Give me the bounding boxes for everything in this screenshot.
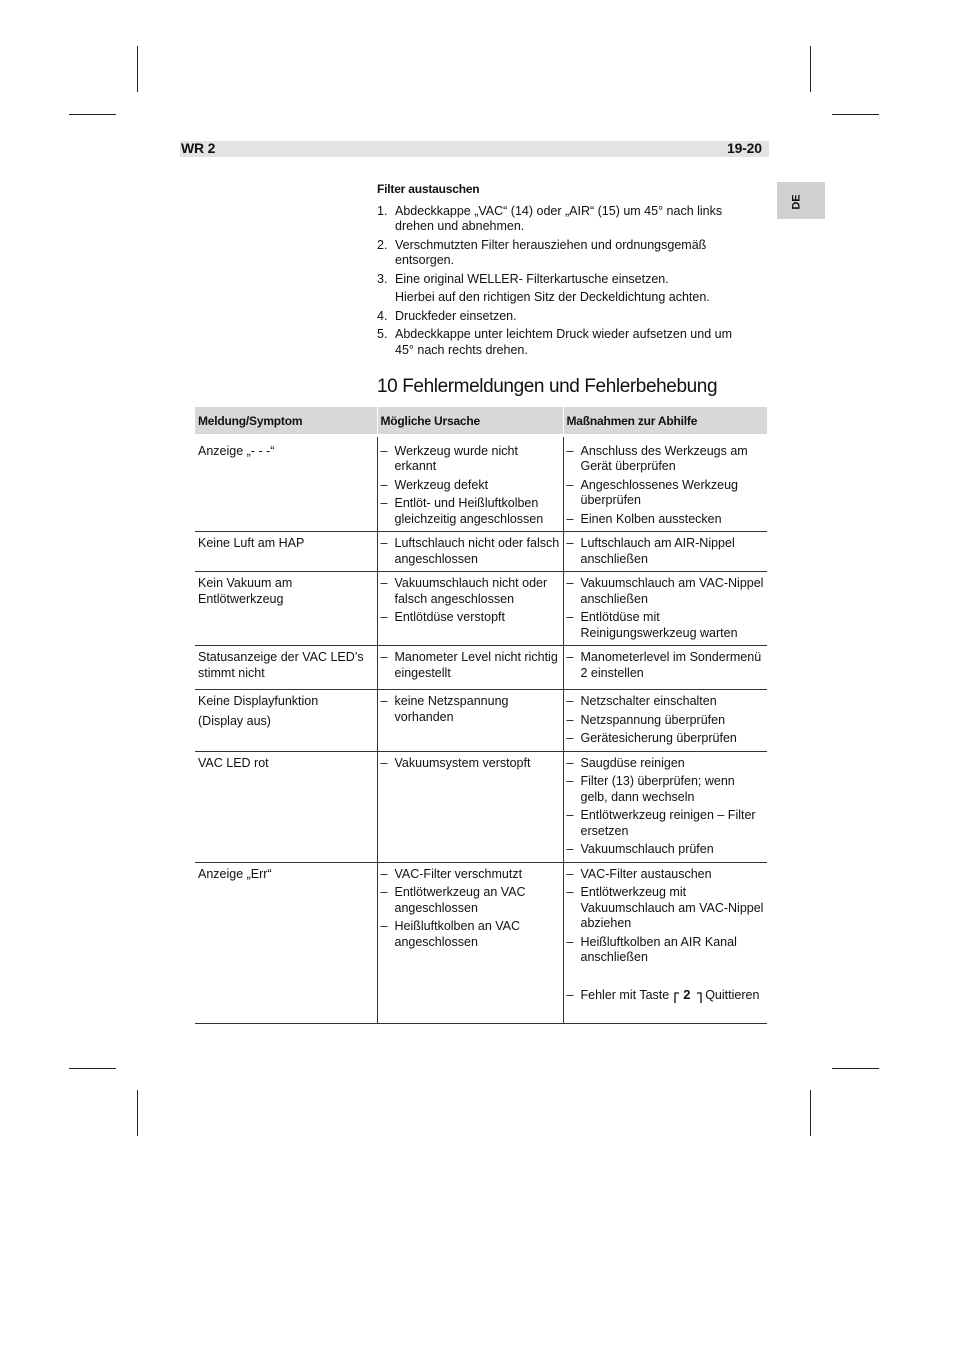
remedy-text-before: Fehler mit Taste (580, 987, 670, 1002)
filter-step-number: 2. (377, 237, 388, 252)
list-item-text: VAC-Filter austauschen (580, 866, 712, 881)
dash-bullet: – (566, 477, 574, 492)
list-item (567, 536, 765, 567)
list-item-text (581, 988, 765, 1004)
filter-step-text: Verschmutzten Filter herausziehen und ordnungsgemäß entsorgen. (395, 237, 707, 267)
crop-mark (832, 114, 879, 115)
symptom-cell (195, 862, 377, 1024)
key-2-icon (674, 986, 702, 1002)
symptom-cell (195, 572, 377, 646)
dash-bullet: – (566, 755, 574, 770)
list-item (381, 756, 560, 772)
dash-bullet: – (566, 576, 574, 590)
table-row (195, 862, 767, 1024)
list-item-text: Saugdüse reinigen (580, 755, 685, 770)
filter-step-number: 1. (377, 203, 388, 218)
list-item (381, 650, 560, 681)
list-item (567, 610, 765, 641)
list-item-text: Vakuumschlauch am VAC-Nippel anschließen (580, 576, 764, 606)
cause-cell (377, 435, 563, 532)
list-item (567, 694, 765, 710)
cause-cell (377, 751, 563, 862)
remedy-cell (563, 690, 767, 752)
list-item (567, 576, 765, 607)
list-item-text: Heißluftkolben an AIR Kanal anschließen (580, 934, 737, 964)
symptom-cell (195, 532, 377, 572)
list-item (567, 808, 765, 839)
filter-step-text: Abdeckkappe „VAC“ (14) oder „AIR“ (15) um 45° nach links drehen und abnehmen. (395, 203, 723, 233)
filter-step-number (377, 290, 395, 306)
symptom-cell (195, 435, 377, 532)
dash-bullet: – (566, 536, 574, 550)
header-page-number: 19-20 (727, 140, 762, 156)
symptom-text: Statusanzeige der VAC LED’s stimmt nicht (198, 650, 364, 680)
list-item-text: Entlötdüse mit Reinigungswerkzeug warten (580, 610, 738, 640)
list-item-text: Werkzeug defekt (394, 477, 489, 492)
list-item-text: Filter (13) überprüfen; wenn gelb, dann wechseln (580, 774, 735, 804)
key-label: 2 (683, 986, 691, 1002)
list-item (381, 536, 560, 567)
list-item (567, 935, 765, 966)
filter-step-number: 4. (377, 308, 388, 323)
dash-bullet: – (380, 536, 388, 550)
dash-bullet: – (566, 610, 574, 624)
dash-bullet: – (566, 443, 574, 458)
symptom-cell (195, 690, 377, 752)
symptom-text: Kein Vakuum am Entlötwerkzeug (198, 576, 293, 606)
list-item-text: Luftschlauch am AIR-Nippel anschließen (580, 536, 735, 566)
remedy-cell (563, 646, 767, 690)
remedy-text-after: Quittieren (705, 987, 760, 1002)
list-item-text: Netzspannung überprüfen (580, 712, 726, 727)
list-item (567, 842, 765, 858)
list-item (381, 885, 560, 916)
dash-bullet: – (380, 885, 388, 899)
list-item (567, 713, 765, 729)
dash-bullet: – (566, 650, 574, 664)
list-item-text: Vakuumschlauch prüfen (580, 842, 714, 856)
dash-bullet: – (566, 774, 574, 788)
symptom-text: Anzeige „- - -“ (198, 443, 275, 458)
header-model: WR 2 (181, 140, 216, 156)
remedy-cell (563, 751, 767, 862)
list-item (567, 512, 765, 528)
remedy-cell (563, 862, 767, 1024)
list-item (381, 919, 560, 950)
filter-steps (377, 204, 747, 359)
crop-mark (810, 46, 811, 92)
language-tab (777, 182, 825, 219)
dash-bullet: – (380, 610, 388, 624)
list-item (381, 496, 560, 527)
crop-mark (810, 1090, 811, 1136)
dash-bullet: – (566, 694, 574, 708)
list-item (567, 988, 765, 1004)
dash-bullet: – (380, 477, 388, 492)
list-item (567, 867, 765, 883)
cause-cell (377, 572, 563, 646)
table-row (195, 646, 767, 690)
symptom-text: (Display aus) (198, 713, 271, 728)
dash-bullet: – (380, 755, 388, 770)
filter-step (377, 327, 747, 358)
page-header-bar (180, 141, 769, 157)
cause-cell (377, 690, 563, 752)
list-item-text: Gerätesicherung überprüfen (580, 731, 737, 745)
crop-mark (69, 114, 116, 115)
dash-bullet: – (566, 934, 574, 949)
dash-bullet: – (380, 694, 388, 708)
list-item-text: Entlötwerkzeug reinigen – Filter ersetzen (580, 808, 756, 838)
list-item (567, 756, 765, 772)
remedy-cell (563, 532, 767, 572)
filter-step-number: 5. (377, 327, 388, 341)
list-item-text: Manometer Level nicht richtig eingestellt (394, 650, 558, 680)
fault-table-body (195, 435, 767, 1024)
list-item (381, 610, 560, 626)
remedy-cell (563, 572, 767, 646)
language-tab-label: DE (790, 194, 803, 210)
list-item-text: Entlöt- und Heißluftkolben gleichzeitig angeschlossen (394, 496, 544, 526)
crop-mark (137, 1090, 138, 1136)
list-item (567, 650, 765, 681)
list-item-text: Werkzeug wurde nicht erkannt (394, 443, 518, 473)
filter-step-number: 3. (377, 271, 388, 286)
dash-bullet: – (380, 443, 388, 458)
list-item-text: Vakuumsystem verstopft (394, 755, 531, 770)
dash-bullet: – (566, 987, 574, 1002)
list-item (567, 444, 765, 475)
header-remedy: Maßnahmen zur Abhilfe (563, 407, 767, 435)
remedy-cell (563, 435, 767, 532)
list-item-text: Entlötwerkzeug mit Vakuumschlauch am VAC-Nippel abziehen (580, 885, 764, 930)
header-cause: Mögliche Ursache (377, 407, 563, 435)
cause-cell (377, 532, 563, 572)
dash-bullet: – (566, 511, 574, 526)
list-item (567, 731, 765, 747)
filter-step-text: Hierbei auf den richtigen Sitz der Deckeldichtung achten. (395, 290, 710, 304)
list-item (381, 478, 560, 494)
list-item (381, 576, 560, 607)
list-item-text: Manometerlevel im Sondermenü 2 einstellen (580, 650, 762, 680)
filter-step (377, 290, 747, 306)
list-item-text: keine Netzspannung vorhanden (394, 694, 509, 724)
dash-bullet: – (566, 712, 574, 727)
dash-bullet: – (380, 919, 388, 933)
list-item-text: Heißluftkolben an VAC angeschlossen (394, 919, 521, 949)
list-item (381, 867, 560, 883)
list-item-text: Entlötwerkzeug an VAC angeschlossen (394, 885, 526, 915)
cause-cell (377, 862, 563, 1024)
list-item (567, 885, 765, 932)
list-item (381, 694, 560, 725)
filter-step (377, 238, 747, 269)
list-item-text: Angeschlossenes Werkzeug überprüfen (580, 477, 738, 507)
filter-instructions (377, 182, 747, 361)
symptom-text: Anzeige „Err“ (198, 866, 272, 881)
table-row (195, 751, 767, 862)
filter-step (377, 309, 747, 325)
filter-step-text: Abdeckkappe unter leichtem Druck wieder aufsetzen und um 45° nach rechts drehen. (395, 327, 732, 357)
table-row (195, 572, 767, 646)
list-item-text: Vakuumschlauch nicht oder falsch angeschlossen (394, 576, 548, 606)
filter-step-text: Druckfeder einsetzen. (395, 308, 517, 323)
list-item-text: VAC-Filter verschmutzt (394, 866, 523, 881)
dash-bullet: – (380, 650, 388, 664)
crop-mark (137, 46, 138, 92)
crop-mark (832, 1068, 879, 1069)
cause-cell (377, 646, 563, 690)
table-row (195, 690, 767, 752)
dash-bullet: – (566, 866, 574, 881)
dash-bullet: – (566, 808, 574, 822)
list-item (567, 774, 765, 805)
filter-step-text: Eine original WELLER- Filterkartusche einsetzen. (395, 271, 669, 286)
filter-step (377, 204, 747, 235)
list-item-text: Netzschalter einschalten (580, 694, 717, 708)
dash-bullet: – (380, 866, 388, 881)
symptom-text: Keine Luft am HAP (198, 536, 305, 550)
filter-step (377, 272, 747, 288)
dash-bullet: – (566, 731, 574, 745)
header-symptom: Meldung/Symptom (195, 407, 377, 435)
list-item-text: Anschluss des Werkzeugs am Gerät überprüfen (580, 443, 748, 473)
dash-bullet: – (566, 842, 574, 856)
dash-bullet: – (566, 885, 574, 899)
list-item (567, 478, 765, 509)
symptom-cell (195, 751, 377, 862)
symptom-text: VAC LED rot (198, 755, 269, 770)
dash-bullet: – (380, 496, 388, 510)
table-row (195, 532, 767, 572)
dash-bullet: – (380, 576, 388, 590)
filter-title: Filter austauschen (377, 182, 480, 196)
symptom-text: Keine Displayfunktion (198, 694, 319, 708)
table-header-row (195, 407, 767, 435)
table-row (195, 435, 767, 532)
symptom-cell (195, 646, 377, 690)
crop-mark (69, 1068, 116, 1069)
fault-table (195, 407, 767, 1024)
list-item-text: Entlötdüse verstopft (394, 610, 505, 624)
section-title: 10 Fehlermeldungen und Fehlerbehebung (377, 376, 718, 397)
list-item-text: Luftschlauch nicht oder falsch angeschlossen (394, 536, 560, 566)
list-item-text: Einen Kolben ausstecken (580, 511, 722, 526)
list-item (381, 444, 560, 475)
